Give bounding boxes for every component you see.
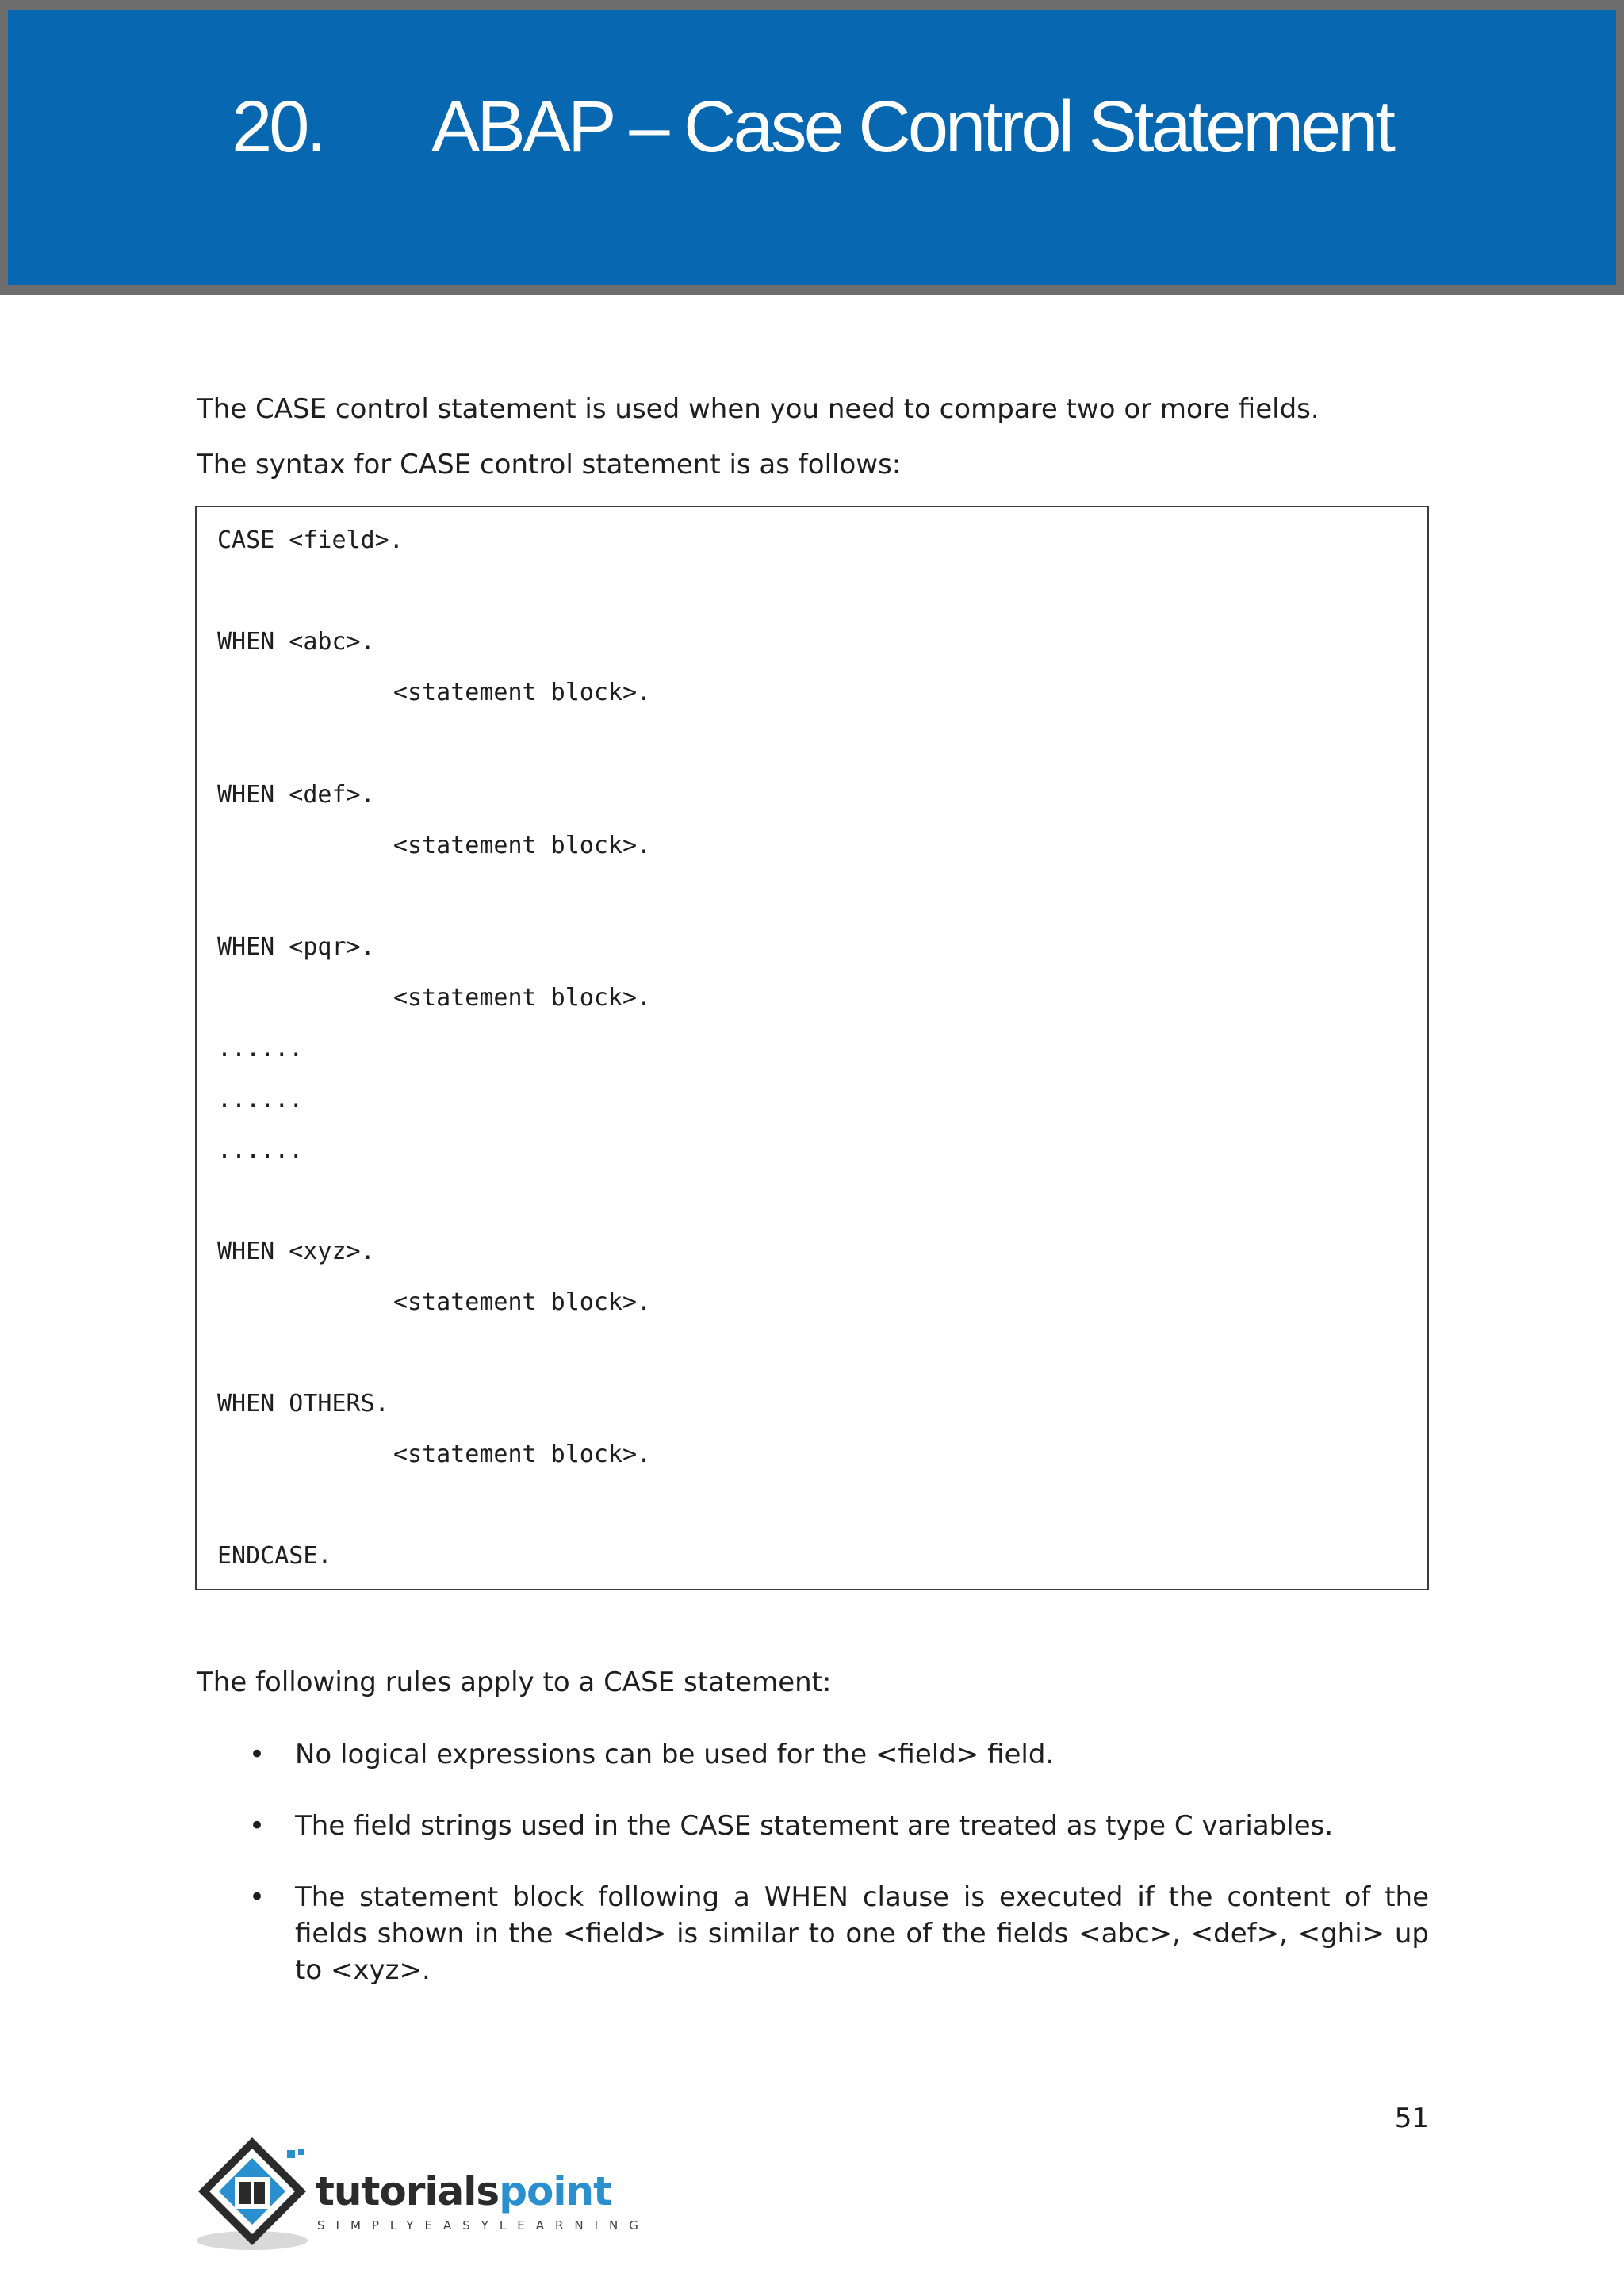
code-line: WHEN OTHERS.: [217, 1390, 389, 1418]
logo-tagline: SIMPLYEASYLEARNING: [317, 2218, 649, 2233]
tutorialspoint-logo: [193, 2131, 649, 2258]
code-line: <statement block>.: [393, 1441, 652, 1468]
code-line: CASE <field>.: [217, 526, 404, 554]
code-line: WHEN <abc>.: [217, 628, 375, 656]
list-item: [197, 1879, 1429, 1988]
list-item-text: The statement block following a WHEN clause is executed if the content of the fields shown in the <field> is similar to one of the fields <abc>, <def>, <ghi> up to <xyz>.: [295, 1881, 1429, 1986]
rules-intro: The following rules apply to a CASE statement:: [197, 1667, 832, 1698]
chapter-banner: [0, 0, 1624, 295]
intro-paragraph-2: The syntax for CASE control statement is as follows:: [197, 449, 902, 480]
code-block: [195, 506, 1429, 1590]
logo-wordmark: tutorialspoint: [316, 2168, 611, 2214]
list-item-text: The field strings used in the CASE statement are treated as type C variables.: [295, 1810, 1334, 1842]
list-item: [197, 1808, 1429, 1844]
code-line: WHEN <def>.: [217, 781, 375, 809]
code-line: ......: [217, 1085, 304, 1113]
tutorialspoint-book-logo-icon: [193, 2131, 320, 2258]
code-line: WHEN <xyz>.: [217, 1238, 375, 1265]
bullet-icon: •: [249, 1810, 266, 1842]
page-number: 51: [1394, 2103, 1429, 2134]
code-line: <statement block>.: [393, 1288, 652, 1316]
list-item-text: No logical expressions can be used for the <field> field.: [295, 1739, 1055, 1770]
bullet-icon: •: [249, 1881, 266, 1913]
code-line: ......: [217, 1035, 304, 1062]
bullet-icon: •: [249, 1739, 266, 1770]
code-line: WHEN <pqr>.: [217, 933, 375, 961]
chapter-banner-fill: [8, 10, 1616, 285]
code-line: <statement block>.: [393, 984, 652, 1012]
code-line: <statement block>.: [393, 679, 652, 706]
chapter-number: 20.: [232, 86, 324, 167]
list-item: [197, 1736, 1429, 1773]
chapter-heading: [8, 86, 1616, 169]
code-line: ......: [217, 1136, 304, 1164]
intro-paragraph-1: The CASE control statement is used when you need to compare two or more fields.: [197, 393, 1320, 425]
code-line: <statement block>.: [393, 832, 652, 859]
code-line: ENDCASE.: [217, 1542, 332, 1570]
chapter-title: ABAP – Case Control Statement: [431, 86, 1392, 167]
